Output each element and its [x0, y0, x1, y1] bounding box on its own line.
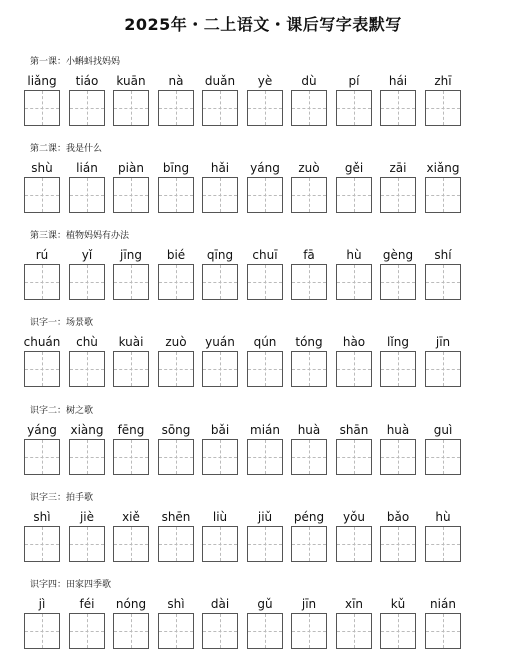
- pinyin-text: zuò: [165, 335, 187, 349]
- pinyin-text: shì: [167, 597, 185, 611]
- pinyin-text: lián: [76, 161, 98, 175]
- writing-grid-box[interactable]: [291, 264, 327, 300]
- writing-grid-box[interactable]: [113, 526, 149, 562]
- pinyin-text: zhī: [434, 74, 452, 88]
- pinyin-text: guì: [433, 423, 453, 437]
- pinyin-text: hù: [435, 510, 451, 524]
- pinyin-text: xiàng: [70, 423, 104, 437]
- writing-grid-box[interactable]: [380, 439, 416, 475]
- pinyin-text: dù: [301, 74, 317, 88]
- writing-grid-box[interactable]: [24, 526, 60, 562]
- writing-grid-box[interactable]: [247, 526, 283, 562]
- pinyin-text: bīng: [162, 161, 190, 175]
- writing-grid-box[interactable]: [425, 613, 461, 649]
- writing-grid-box[interactable]: [202, 264, 238, 300]
- writing-grid-box[interactable]: [380, 264, 416, 300]
- pinyin-text: hái: [388, 74, 408, 88]
- pinyin-text: nóng: [115, 597, 147, 611]
- pinyin-text: yǒu: [342, 510, 366, 524]
- pinyin-text: chuī: [252, 248, 278, 262]
- writing-grid-box[interactable]: [247, 439, 283, 475]
- pinyin-text: jīng: [120, 248, 142, 262]
- writing-grid-box[interactable]: [247, 90, 283, 126]
- lesson-section: [0, 141, 526, 227]
- pinyin-text: duǎn: [204, 74, 236, 88]
- lesson-label: 识字二：树之歌: [30, 406, 94, 416]
- writing-grid-box[interactable]: [69, 439, 105, 475]
- lesson-label: 识字四：田家四季歌: [30, 580, 112, 590]
- lesson-section: [0, 315, 526, 401]
- writing-grid-box[interactable]: [158, 613, 194, 649]
- writing-grid-box[interactable]: [69, 90, 105, 126]
- pinyin-text: jīn: [435, 335, 451, 349]
- writing-grid-box[interactable]: [336, 439, 372, 475]
- lesson-label: 第一课：小蝌蚪找妈妈: [30, 57, 121, 67]
- lesson-label: 识字三：拍手歌: [30, 493, 94, 503]
- writing-grid-box[interactable]: [113, 177, 149, 213]
- writing-grid-box[interactable]: [202, 439, 238, 475]
- pinyin-text: bǎi: [210, 423, 230, 437]
- writing-grid-box[interactable]: [158, 264, 194, 300]
- lesson-section: [0, 228, 526, 314]
- writing-grid-box[interactable]: [425, 351, 461, 387]
- pinyin-text: sōng: [161, 423, 191, 437]
- pinyin-text: zuò: [298, 161, 320, 175]
- pinyin-text: jiǔ: [257, 510, 273, 524]
- lesson-section: [0, 54, 526, 140]
- lesson-label: 识字一：场景歌: [30, 318, 94, 328]
- writing-grid-box[interactable]: [69, 351, 105, 387]
- writing-grid-box[interactable]: [336, 351, 372, 387]
- pinyin-text: zāi: [389, 161, 407, 175]
- writing-grid-box[interactable]: [247, 264, 283, 300]
- pinyin-text: nián: [430, 597, 456, 611]
- writing-grid-box[interactable]: [380, 613, 416, 649]
- pinyin-text: gǔ: [257, 597, 273, 611]
- writing-grid-box[interactable]: [247, 177, 283, 213]
- writing-grid-box[interactable]: [158, 90, 194, 126]
- pinyin-text: piàn: [118, 161, 144, 175]
- pinyin-text: nà: [168, 74, 184, 88]
- pinyin-text: liù: [212, 510, 228, 524]
- writing-grid-box[interactable]: [336, 177, 372, 213]
- writing-grid-box[interactable]: [380, 351, 416, 387]
- writing-grid-box[interactable]: [336, 264, 372, 300]
- writing-grid-box[interactable]: [69, 264, 105, 300]
- writing-grid-box[interactable]: [69, 177, 105, 213]
- pinyin-text: huà: [297, 423, 321, 437]
- writing-grid-box[interactable]: [202, 526, 238, 562]
- pinyin-text: jiè: [79, 510, 95, 524]
- pinyin-text: fā: [303, 248, 315, 262]
- pinyin-text: yáng: [27, 423, 57, 437]
- writing-grid-box[interactable]: [425, 177, 461, 213]
- pinyin-text: hào: [342, 335, 366, 349]
- pinyin-text: dài: [210, 597, 230, 611]
- pinyin-text: gěi: [344, 161, 364, 175]
- lesson-section: [0, 403, 526, 489]
- pinyin-text: hù: [346, 248, 362, 262]
- writing-grid-box[interactable]: [425, 439, 461, 475]
- writing-grid-box[interactable]: [202, 613, 238, 649]
- pinyin-text: xiǎng: [426, 161, 460, 175]
- pinyin-text: xīn: [344, 597, 364, 611]
- writing-grid-box[interactable]: [202, 177, 238, 213]
- writing-grid-box[interactable]: [158, 177, 194, 213]
- writing-grid-box[interactable]: [291, 351, 327, 387]
- pinyin-text: rú: [35, 248, 49, 262]
- writing-grid-box[interactable]: [202, 90, 238, 126]
- pinyin-text: shí: [434, 248, 452, 262]
- writing-grid-box[interactable]: [158, 351, 194, 387]
- writing-grid-box[interactable]: [425, 90, 461, 126]
- writing-grid-box[interactable]: [24, 264, 60, 300]
- writing-grid-box[interactable]: [113, 439, 149, 475]
- pinyin-text: shù: [31, 161, 53, 175]
- pinyin-text: shì: [33, 510, 51, 524]
- writing-grid-box[interactable]: [24, 90, 60, 126]
- writing-grid-box[interactable]: [291, 90, 327, 126]
- writing-grid-box[interactable]: [24, 439, 60, 475]
- writing-grid-box[interactable]: [24, 613, 60, 649]
- pinyin-text: yuán: [205, 335, 235, 349]
- pinyin-text: fēng: [117, 423, 145, 437]
- pinyin-text: kǔ: [390, 597, 406, 611]
- pinyin-text: lǐng: [387, 335, 409, 349]
- pinyin-text: bié: [166, 248, 186, 262]
- pinyin-text: hǎi: [210, 161, 230, 175]
- pinyin-text: tóng: [295, 335, 323, 349]
- pinyin-text: chù: [76, 335, 98, 349]
- writing-grid-box[interactable]: [247, 613, 283, 649]
- writing-grid-box[interactable]: [425, 526, 461, 562]
- pinyin-text: chuán: [23, 335, 61, 349]
- writing-grid-box[interactable]: [69, 526, 105, 562]
- writing-grid-box[interactable]: [158, 526, 194, 562]
- writing-grid-box[interactable]: [113, 90, 149, 126]
- pinyin-text: huà: [386, 423, 410, 437]
- pinyin-text: yè: [257, 74, 273, 88]
- writing-grid-box[interactable]: [291, 177, 327, 213]
- pinyin-text: jì: [38, 597, 46, 611]
- writing-grid-box[interactable]: [202, 351, 238, 387]
- writing-grid-box[interactable]: [380, 90, 416, 126]
- pinyin-text: jīn: [301, 597, 317, 611]
- writing-grid-box[interactable]: [425, 264, 461, 300]
- page-title: 2025年・二上语文・课后写字表默写: [124, 15, 402, 34]
- writing-grid-box[interactable]: [336, 90, 372, 126]
- pinyin-text: shēn: [161, 510, 191, 524]
- lesson-label: 第三课：植物妈妈有办法: [30, 231, 130, 241]
- pinyin-text: yǐ: [81, 248, 93, 262]
- writing-grid-box[interactable]: [158, 439, 194, 475]
- pinyin-text: qīng: [206, 248, 234, 262]
- pinyin-text: tiáo: [75, 74, 99, 88]
- pinyin-text: péng: [293, 510, 325, 524]
- writing-grid-box[interactable]: [336, 526, 372, 562]
- lesson-section: [0, 490, 526, 576]
- writing-grid-box[interactable]: [24, 351, 60, 387]
- writing-grid-box[interactable]: [336, 613, 372, 649]
- pinyin-text: xiě: [122, 510, 140, 524]
- writing-grid-box[interactable]: [291, 439, 327, 475]
- lesson-label: 第二课：我是什么: [30, 144, 103, 154]
- writing-grid-box[interactable]: [380, 526, 416, 562]
- pinyin-text: liǎng: [27, 74, 57, 88]
- pinyin-text: yáng: [250, 161, 280, 175]
- writing-grid-box[interactable]: [291, 526, 327, 562]
- writing-grid-box[interactable]: [291, 613, 327, 649]
- writing-grid-box[interactable]: [113, 264, 149, 300]
- writing-grid-box[interactable]: [113, 351, 149, 387]
- pinyin-text: féi: [79, 597, 95, 611]
- pinyin-text: qún: [253, 335, 277, 349]
- pinyin-text: kuài: [118, 335, 144, 349]
- writing-grid-box[interactable]: [113, 613, 149, 649]
- pinyin-text: kuān: [116, 74, 146, 88]
- pinyin-text: gèng: [382, 248, 414, 262]
- pinyin-text: bǎo: [386, 510, 410, 524]
- writing-grid-box[interactable]: [24, 177, 60, 213]
- lesson-section: [0, 577, 526, 663]
- pinyin-text: shān: [339, 423, 369, 437]
- writing-grid-box[interactable]: [247, 351, 283, 387]
- pinyin-text: mián: [250, 423, 280, 437]
- writing-grid-box[interactable]: [380, 177, 416, 213]
- writing-grid-box[interactable]: [69, 613, 105, 649]
- pinyin-text: pí: [348, 74, 360, 88]
